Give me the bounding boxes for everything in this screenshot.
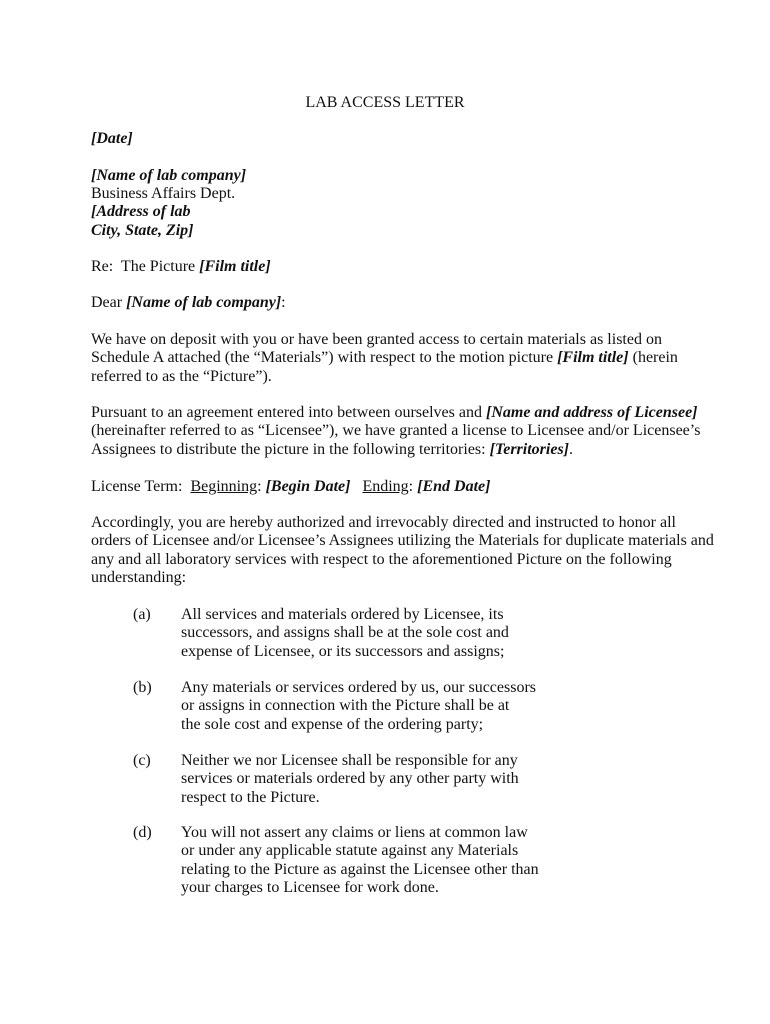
list-item-text: successors, and assigns shall be at the sole cost and bbox=[181, 624, 509, 642]
text-run: (herein bbox=[628, 349, 678, 367]
text-run: : bbox=[257, 478, 266, 495]
list-item-text: the sole cost and expense of the ordering party; bbox=[181, 715, 484, 733]
list-item-label: (c) bbox=[133, 752, 151, 769]
re-prefix: Re: The Picture bbox=[91, 258, 200, 275]
text-run bbox=[350, 478, 362, 495]
re-film-title: [Film title] bbox=[199, 258, 271, 275]
list-item-label: (a) bbox=[133, 606, 151, 623]
paragraph-line bbox=[91, 569, 186, 587]
list-item-label: (b) bbox=[133, 679, 152, 696]
list-item-text: You will not assert any claims or liens at common law bbox=[181, 824, 528, 841]
list-item-text: expense of Licensee, or its successors and assigns; bbox=[181, 642, 505, 660]
salutation-name: [Name of lab company] bbox=[126, 294, 282, 311]
text-run: : bbox=[408, 478, 418, 495]
salutation bbox=[91, 294, 286, 312]
recipient-address-line1: [Address of lab bbox=[91, 203, 191, 220]
list-item-text: respect to the Picture. bbox=[181, 788, 320, 806]
paragraph-line bbox=[91, 514, 676, 532]
paragraph-line bbox=[91, 532, 714, 550]
text-run: referred to as the “Picture”). bbox=[91, 367, 272, 385]
paragraph-line bbox=[91, 404, 698, 422]
list-item-label: (d) bbox=[133, 824, 152, 841]
salutation-prefix: Dear bbox=[91, 294, 127, 311]
list-item-text: or under any applicable statute against any Materials bbox=[181, 842, 519, 860]
re-line bbox=[91, 258, 271, 276]
recipient-address-line2: City, State, Zip] bbox=[91, 222, 194, 239]
paragraph-line bbox=[91, 441, 573, 459]
placeholder-text: [Film title] bbox=[557, 349, 629, 367]
text-run: Accordingly, you are hereby authorized and irrevocably directed and instructed to honor all bbox=[91, 514, 676, 531]
text-run: any and all laboratory services with respect to the aforementioned Picture on the following bbox=[91, 550, 672, 568]
list-item-text: Any materials or services ordered by us, our successors bbox=[181, 679, 537, 696]
recipient-dept: Business Affairs Dept. bbox=[91, 185, 236, 202]
paragraph-line bbox=[91, 422, 700, 440]
text-run: orders of Licensee and/or Licensee’s Assignees utilizing the Materials for duplicate materials and bbox=[91, 532, 714, 550]
date-placeholder: [Date] bbox=[91, 130, 133, 147]
list-item-text: or assigns in connection with the Picture shall be at bbox=[181, 697, 510, 715]
list-item-text: services or materials ordered by any other party with bbox=[181, 770, 519, 788]
underlined-label: Ending bbox=[362, 478, 409, 495]
text-run: License Term: bbox=[91, 478, 191, 495]
paragraph-line bbox=[91, 349, 678, 367]
text-run: Pursuant to an agreement entered into between ourselves and bbox=[91, 404, 486, 421]
list-item-text: All services and materials ordered by Licensee, its bbox=[181, 606, 504, 623]
text-run: (hereinafter referred to as “Licensee”), we have granted a license to Licensee and/or Licensee’s bbox=[91, 422, 701, 440]
paragraph-line bbox=[91, 478, 490, 496]
paragraph-line bbox=[91, 368, 272, 386]
text-run: We have on deposit with you or have been granted access to certain materials as listed on bbox=[91, 331, 662, 348]
recipient-name: [Name of lab company] bbox=[91, 167, 247, 184]
placeholder-text: [Name and address of Licensee] bbox=[485, 404, 698, 421]
underlined-label: Beginning bbox=[190, 478, 258, 495]
document-title: LAB ACCESS LETTER bbox=[305, 94, 465, 111]
text-run: . bbox=[569, 440, 573, 458]
placeholder-text: [Territories] bbox=[489, 440, 569, 458]
list-item-text: relating to the Picture as against the Licensee other than bbox=[181, 860, 539, 878]
placeholder-text: [End Date] bbox=[417, 478, 491, 495]
paragraph-line bbox=[91, 551, 672, 569]
list-item-text: your charges to Licensee for work done. bbox=[181, 879, 439, 897]
paragraph-line bbox=[91, 331, 662, 349]
salutation-suffix: : bbox=[281, 294, 286, 311]
text-run: Assignees to distribute the picture in the following territories: bbox=[91, 440, 490, 458]
text-run: understanding: bbox=[91, 569, 187, 587]
placeholder-text: [Begin Date] bbox=[265, 478, 351, 495]
list-item-text: Neither we nor Licensee shall be responsible for any bbox=[181, 752, 518, 769]
text-run: Schedule A attached (the “Materials”) with respect to the motion picture bbox=[91, 349, 558, 367]
